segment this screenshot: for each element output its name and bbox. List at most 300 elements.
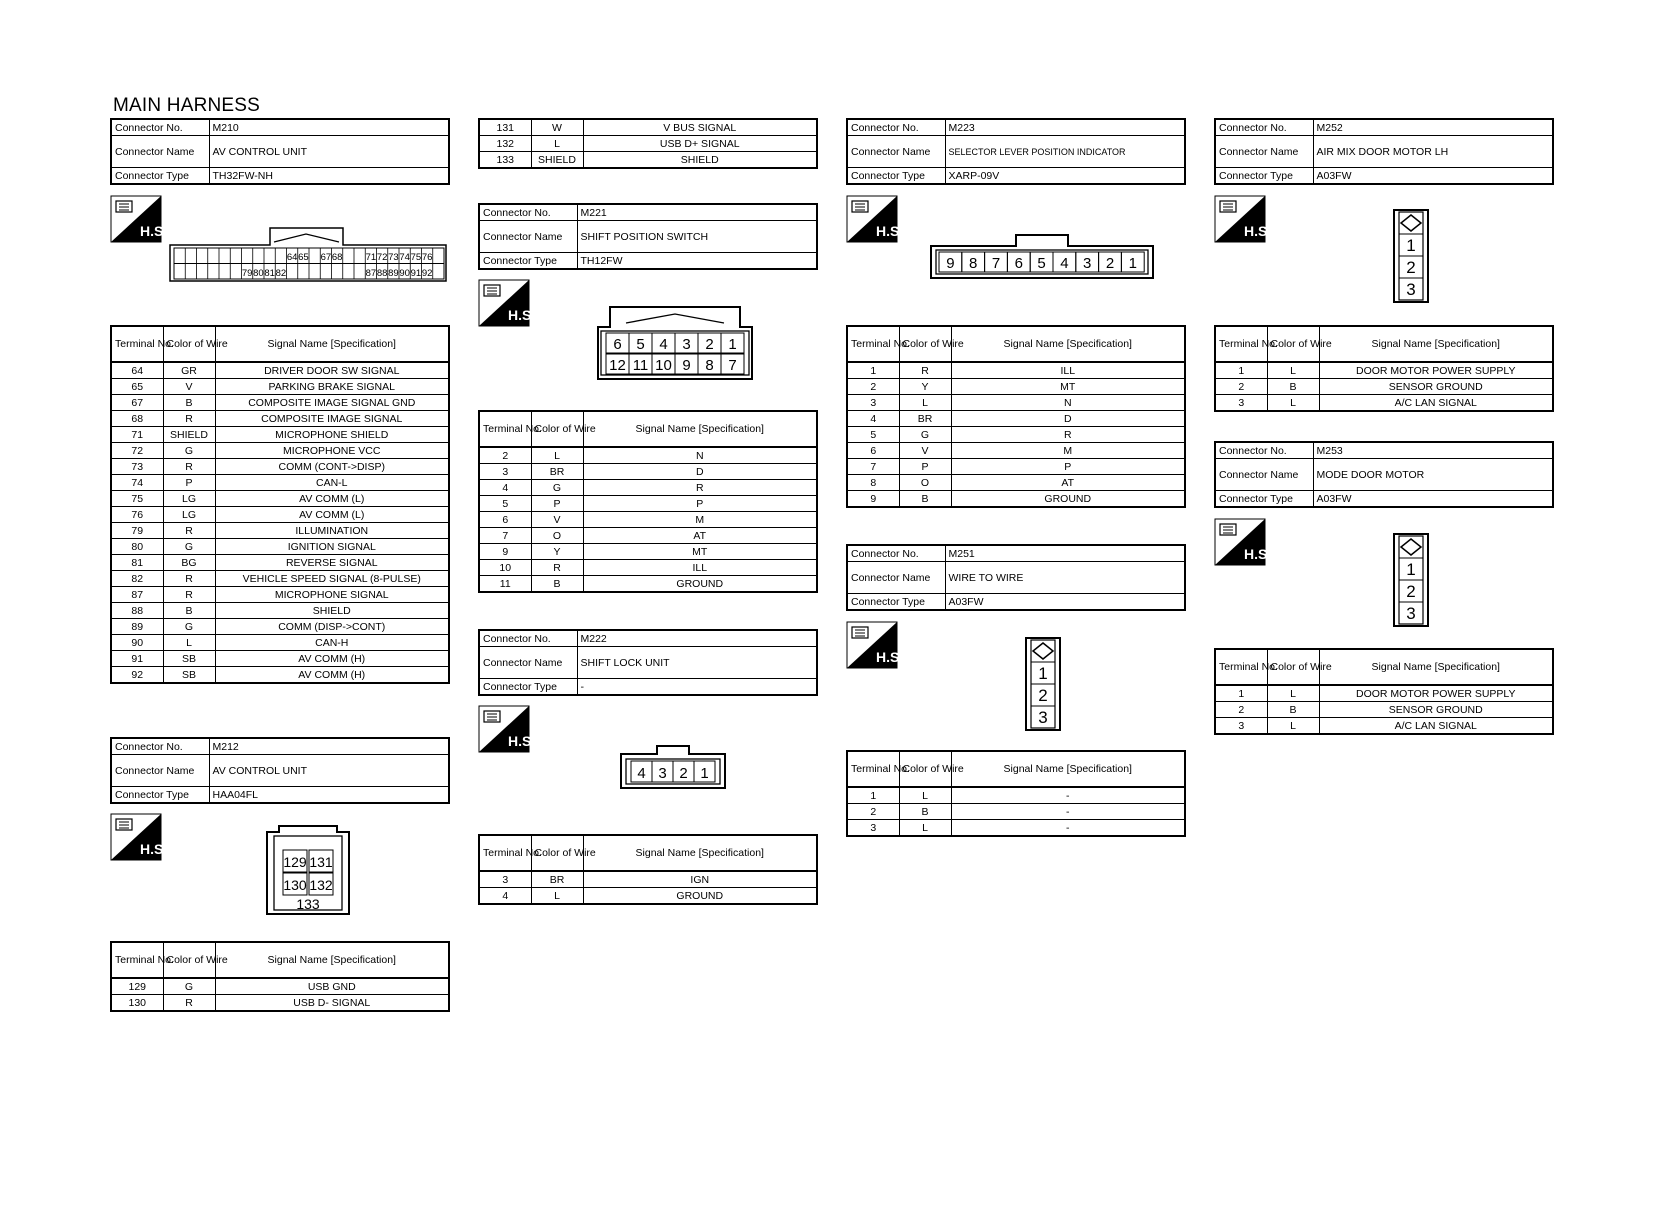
terminal-table-m252 xyxy=(1214,325,1554,412)
hs-icon xyxy=(110,813,168,861)
pin-129: 129 xyxy=(283,854,307,870)
table-row xyxy=(111,619,449,635)
table-row xyxy=(111,635,449,651)
color-cell: L xyxy=(1267,395,1319,412)
label-connector-name: Connector Name xyxy=(847,136,945,168)
terminal-cell: 3 xyxy=(479,871,531,888)
connector-face-m253 xyxy=(1392,532,1430,628)
label-connector-type: Connector Type xyxy=(479,679,577,696)
table-row xyxy=(479,119,817,136)
signal-cell: P xyxy=(951,459,1185,475)
table-row xyxy=(111,443,449,459)
pin-label: 8 xyxy=(705,357,714,374)
signal-cell: - xyxy=(951,804,1185,820)
table-row xyxy=(847,787,1185,804)
pin-label: 2 xyxy=(1105,255,1115,272)
color-cell: L xyxy=(531,136,583,152)
color-cell: V xyxy=(163,379,215,395)
header-color: Color of Wire xyxy=(899,326,951,362)
connector-name: AIR MIX DOOR MOTOR LH xyxy=(1313,136,1553,168)
connector-no: M222 xyxy=(577,630,817,647)
header-signal: Signal Name [Specification] xyxy=(951,751,1185,787)
color-cell: R xyxy=(531,560,583,576)
color-cell: L xyxy=(899,395,951,411)
terminal-cell: 8 xyxy=(847,475,899,491)
color-cell: Y xyxy=(531,544,583,560)
table-row xyxy=(111,523,449,539)
label-connector-name: Connector Name xyxy=(1215,459,1313,491)
header-terminal: Terminal No. xyxy=(1215,326,1267,362)
table-row xyxy=(847,411,1185,427)
color-cell: B xyxy=(899,491,951,508)
color-cell: SB xyxy=(163,651,215,667)
signal-cell: IGN xyxy=(583,871,817,888)
signal-cell: A/C LAN SIGNAL xyxy=(1319,395,1553,412)
table-row xyxy=(111,667,449,684)
table-row xyxy=(479,512,817,528)
table-row xyxy=(111,603,449,619)
terminal-cell: 72 xyxy=(111,443,163,459)
terminal-cell: 88 xyxy=(111,603,163,619)
signal-cell: COMPOSITE IMAGE SIGNAL xyxy=(215,411,449,427)
connector-name: SHIFT LOCK UNIT xyxy=(577,647,817,679)
pin-label: 1 xyxy=(728,336,737,353)
color-cell: B xyxy=(163,603,215,619)
hs-label: H.S. xyxy=(508,733,536,749)
signal-cell: AV COMM (H) xyxy=(215,667,449,684)
connector-name: MODE DOOR MOTOR xyxy=(1313,459,1553,491)
label-connector-type: Connector Type xyxy=(1215,491,1313,508)
signal-cell: DOOR MOTOR POWER SUPPLY xyxy=(1319,362,1553,379)
pin-label: 68 xyxy=(331,252,343,263)
pin-label: 2 xyxy=(1038,686,1048,705)
hs-label: H.S. xyxy=(1244,223,1272,239)
connector-name: SHIFT POSITION SWITCH xyxy=(577,221,817,253)
color-cell: L xyxy=(899,787,951,804)
terminal-cell: 87 xyxy=(111,587,163,603)
signal-cell: USB GND xyxy=(215,978,449,995)
color-cell: G xyxy=(899,427,951,443)
connector-face-m221 xyxy=(596,305,754,381)
pin-label: 3 xyxy=(1406,280,1416,299)
hs-label: H.S. xyxy=(876,223,904,239)
pin-label: 12 xyxy=(609,357,626,374)
color-cell: L xyxy=(1267,718,1319,735)
table-row xyxy=(111,587,449,603)
terminal-cell: 2 xyxy=(479,447,531,464)
pin-label: 3 xyxy=(1038,708,1048,727)
label-connector-type: Connector Type xyxy=(111,787,209,804)
header-signal: Signal Name [Specification] xyxy=(215,326,449,362)
signal-cell: COMM (CONT->DISP) xyxy=(215,459,449,475)
terminal-cell: 91 xyxy=(111,651,163,667)
color-cell: BR xyxy=(531,464,583,480)
signal-cell: P xyxy=(583,496,817,512)
header-terminal: Terminal No. xyxy=(847,751,899,787)
pin-label: 73 xyxy=(388,252,399,263)
signal-cell: SENSOR GROUND xyxy=(1319,379,1553,395)
label-connector-no: Connector No. xyxy=(111,738,209,755)
table-row xyxy=(847,427,1185,443)
terminal-cell: 73 xyxy=(111,459,163,475)
terminal-table-m223 xyxy=(846,325,1186,508)
connector-type: A03FW xyxy=(945,594,1185,611)
header-terminal: Terminal No. xyxy=(479,411,531,447)
color-cell: L xyxy=(531,447,583,464)
color-cell: R xyxy=(163,411,215,427)
signal-cell: GROUND xyxy=(951,491,1185,508)
color-cell: B xyxy=(899,804,951,820)
label-connector-type: Connector Type xyxy=(479,253,577,270)
connector-no: M221 xyxy=(577,204,817,221)
connector-face-m223 xyxy=(929,232,1155,280)
color-cell: G xyxy=(163,978,215,995)
table-row xyxy=(847,362,1185,379)
pin-label: 87 xyxy=(365,268,377,279)
signal-cell: GROUND xyxy=(583,576,817,593)
signal-cell: USB D- SIGNAL xyxy=(215,995,449,1012)
signal-cell: USB D+ SIGNAL xyxy=(583,136,817,152)
color-cell: BR xyxy=(899,411,951,427)
terminal-cell: 5 xyxy=(847,427,899,443)
connector-info-m223 xyxy=(846,118,1186,185)
terminal-cell: 133 xyxy=(479,152,531,169)
table-row xyxy=(479,871,817,888)
table-row xyxy=(479,480,817,496)
connector-type: HAA04FL xyxy=(209,787,449,804)
terminal-table-m253 xyxy=(1214,648,1554,735)
table-row xyxy=(1215,379,1553,395)
table-row xyxy=(847,804,1185,820)
terminal-cell: 7 xyxy=(847,459,899,475)
connector-no: M223 xyxy=(945,119,1185,136)
color-cell: R xyxy=(163,995,215,1012)
signal-cell: D xyxy=(583,464,817,480)
hs-icon xyxy=(846,195,904,243)
signal-cell: N xyxy=(951,395,1185,411)
connector-name: AV CONTROL UNIT xyxy=(209,136,449,168)
label-connector-no: Connector No. xyxy=(1215,119,1313,136)
color-cell: L xyxy=(899,820,951,837)
signal-cell: COMPOSITE IMAGE SIGNAL GND xyxy=(215,395,449,411)
header-terminal: Terminal No. xyxy=(111,326,163,362)
pin-label: 9 xyxy=(946,255,955,272)
header-color: Color of Wire xyxy=(531,411,583,447)
table-row xyxy=(1215,362,1553,379)
connector-type: - xyxy=(577,679,817,696)
terminal-cell: 76 xyxy=(111,507,163,523)
label-connector-no: Connector No. xyxy=(479,204,577,221)
connector-name: AV CONTROL UNIT xyxy=(209,755,449,787)
connector-info-m253 xyxy=(1214,441,1554,508)
header-terminal: Terminal No. xyxy=(479,835,531,871)
table-row xyxy=(479,464,817,480)
color-cell: GR xyxy=(163,362,215,379)
terminal-cell: 75 xyxy=(111,491,163,507)
color-cell: G xyxy=(531,480,583,496)
table-row xyxy=(847,395,1185,411)
header-signal: Signal Name [Specification] xyxy=(583,411,817,447)
label-connector-name: Connector Name xyxy=(479,647,577,679)
color-cell: R xyxy=(163,571,215,587)
pin-label: 1 xyxy=(1038,664,1048,683)
terminal-cell: 71 xyxy=(111,427,163,443)
pin-label: 76 xyxy=(421,252,433,263)
hs-label: H.S. xyxy=(140,841,168,857)
terminal-cell: 67 xyxy=(111,395,163,411)
pin-label: 1 xyxy=(1128,255,1137,272)
signal-cell: M xyxy=(583,512,817,528)
signal-cell: PARKING BRAKE SIGNAL xyxy=(215,379,449,395)
table-row xyxy=(847,459,1185,475)
connector-type: A03FW xyxy=(1313,491,1553,508)
pin-label: 80 xyxy=(253,268,264,279)
table-row xyxy=(111,427,449,443)
pin-label: 11 xyxy=(632,357,649,374)
signal-cell: AT xyxy=(951,475,1185,491)
terminal-cell: 129 xyxy=(111,978,163,995)
pin-label: 5 xyxy=(1037,255,1046,272)
table-row xyxy=(847,443,1185,459)
connector-face-m222 xyxy=(619,744,727,790)
terminal-cell: 9 xyxy=(479,544,531,560)
signal-cell: ILL xyxy=(951,362,1185,379)
pin-label: 79 xyxy=(241,268,253,279)
pin-label: 1 xyxy=(1406,236,1416,255)
terminal-cell: 79 xyxy=(111,523,163,539)
header-terminal: Terminal No. xyxy=(111,942,163,978)
pin-label: 74 xyxy=(399,252,410,263)
color-cell: Y xyxy=(899,379,951,395)
color-cell: V xyxy=(531,512,583,528)
terminal-cell: 9 xyxy=(847,491,899,508)
connector-name: SELECTOR LEVER POSITION INDICATOR xyxy=(945,136,1185,168)
signal-cell: R xyxy=(583,480,817,496)
terminal-cell: 68 xyxy=(111,411,163,427)
signal-cell: AV COMM (H) xyxy=(215,651,449,667)
terminal-cell: 2 xyxy=(1215,379,1267,395)
table-row xyxy=(479,560,817,576)
terminal-cell: 90 xyxy=(111,635,163,651)
color-cell: P xyxy=(899,459,951,475)
color-cell: BR xyxy=(531,871,583,888)
pin-label: 89 xyxy=(388,268,399,279)
terminal-cell: 74 xyxy=(111,475,163,491)
terminal-cell: 82 xyxy=(111,571,163,587)
terminal-table-m212 xyxy=(110,941,450,1012)
header-color: Color of Wire xyxy=(163,942,215,978)
color-cell: B xyxy=(531,576,583,593)
table-row xyxy=(111,571,449,587)
terminal-cell: 4 xyxy=(479,480,531,496)
connector-info-m251 xyxy=(846,544,1186,611)
color-cell: O xyxy=(899,475,951,491)
connector-face-m210 xyxy=(168,225,448,283)
terminal-table-m212-continued xyxy=(478,118,818,169)
color-cell: R xyxy=(163,587,215,603)
label-connector-no: Connector No. xyxy=(479,630,577,647)
label-connector-type: Connector Type xyxy=(111,168,209,185)
terminal-cell: 2 xyxy=(847,804,899,820)
table-row xyxy=(1215,702,1553,718)
connector-info-m212 xyxy=(110,737,450,804)
pin-131: 131 xyxy=(309,854,333,870)
connector-type: XARP-09V xyxy=(945,168,1185,185)
connector-face-m252 xyxy=(1392,208,1430,304)
table-row xyxy=(1215,718,1553,735)
pin-label: 9 xyxy=(682,357,691,374)
signal-cell: MT xyxy=(583,544,817,560)
terminal-cell: 6 xyxy=(479,512,531,528)
color-cell: SB xyxy=(163,667,215,684)
header-terminal: Terminal No. xyxy=(1215,649,1267,685)
hs-icon xyxy=(478,279,536,327)
color-cell: R xyxy=(163,459,215,475)
terminal-cell: 10 xyxy=(479,560,531,576)
table-row xyxy=(479,496,817,512)
label-connector-no: Connector No. xyxy=(1215,442,1313,459)
terminal-cell: 6 xyxy=(847,443,899,459)
label-connector-type: Connector Type xyxy=(1215,168,1313,185)
terminal-cell: 92 xyxy=(111,667,163,684)
connector-info-m210 xyxy=(110,118,450,185)
pin-label: 3 xyxy=(1406,604,1416,623)
header-color: Color of Wire xyxy=(1267,649,1319,685)
label-connector-type: Connector Type xyxy=(847,594,945,611)
terminal-cell: 65 xyxy=(111,379,163,395)
table-row xyxy=(1215,395,1553,412)
terminal-cell: 64 xyxy=(111,362,163,379)
connector-type: TH12FW xyxy=(577,253,817,270)
table-row xyxy=(111,555,449,571)
color-cell: R xyxy=(163,523,215,539)
pin-label: 1 xyxy=(700,765,709,782)
pin-label: 65 xyxy=(298,252,309,263)
terminal-cell: 5 xyxy=(479,496,531,512)
connector-no: M252 xyxy=(1313,119,1553,136)
table-row xyxy=(111,475,449,491)
signal-cell: SENSOR GROUND xyxy=(1319,702,1553,718)
table-row xyxy=(847,475,1185,491)
label-connector-no: Connector No. xyxy=(111,119,209,136)
label-connector-type: Connector Type xyxy=(847,168,945,185)
terminal-cell: 7 xyxy=(479,528,531,544)
color-cell: L xyxy=(163,635,215,651)
pin-label: 75 xyxy=(410,252,422,263)
table-row xyxy=(111,395,449,411)
terminal-cell: 3 xyxy=(1215,395,1267,412)
pin-label: 5 xyxy=(636,336,645,353)
terminal-cell: 1 xyxy=(847,362,899,379)
signal-cell: IGNITION SIGNAL xyxy=(215,539,449,555)
hs-label: H.S. xyxy=(876,649,904,665)
pin-label: 90 xyxy=(399,268,410,279)
table-row xyxy=(111,491,449,507)
connector-face-m212 xyxy=(265,824,351,916)
hs-label: H.S. xyxy=(508,307,536,323)
signal-cell: V BUS SIGNAL xyxy=(583,119,817,136)
header-signal: Signal Name [Specification] xyxy=(583,835,817,871)
signal-cell: SHIELD xyxy=(583,152,817,169)
pin-label: 2 xyxy=(1406,258,1416,277)
signal-cell: - xyxy=(951,787,1185,804)
header-signal: Signal Name [Specification] xyxy=(951,326,1185,362)
terminal-cell: 4 xyxy=(479,888,531,905)
terminal-cell: 1 xyxy=(1215,362,1267,379)
connector-type: A03FW xyxy=(1313,168,1553,185)
pin-label: 82 xyxy=(275,268,287,279)
label-connector-no: Connector No. xyxy=(847,119,945,136)
pin-label: 71 xyxy=(365,252,377,263)
table-row xyxy=(479,152,817,169)
color-cell: L xyxy=(1267,362,1319,379)
header-signal: Signal Name [Specification] xyxy=(1319,649,1553,685)
pin-132: 132 xyxy=(309,877,333,893)
connector-no: M210 xyxy=(209,119,449,136)
terminal-cell: 130 xyxy=(111,995,163,1012)
signal-cell: DRIVER DOOR SW SIGNAL xyxy=(215,362,449,379)
terminal-table-m222 xyxy=(478,834,818,905)
pin-label: 10 xyxy=(655,357,672,374)
table-row xyxy=(111,362,449,379)
terminal-cell: 11 xyxy=(479,576,531,593)
terminal-cell: 3 xyxy=(1215,718,1267,735)
connector-face-m251 xyxy=(1024,636,1062,732)
table-row xyxy=(847,491,1185,508)
label-connector-name: Connector Name xyxy=(111,136,209,168)
table-row xyxy=(479,576,817,593)
table-row xyxy=(111,507,449,523)
connector-info-m221 xyxy=(478,203,818,270)
table-row xyxy=(111,539,449,555)
connector-name: WIRE TO WIRE xyxy=(945,562,1185,594)
color-cell: L xyxy=(1267,685,1319,702)
color-cell: B xyxy=(1267,702,1319,718)
signal-cell: MICROPHONE SHIELD xyxy=(215,427,449,443)
connector-info-m222 xyxy=(478,629,818,696)
pin-label: 2 xyxy=(1406,582,1416,601)
pin-label: 88 xyxy=(376,268,388,279)
terminal-cell: 132 xyxy=(479,136,531,152)
pin-130: 130 xyxy=(283,877,307,893)
label-connector-name: Connector Name xyxy=(111,755,209,787)
table-row xyxy=(479,447,817,464)
pin-label: 3 xyxy=(1083,255,1092,272)
connector-info-m252 xyxy=(1214,118,1554,185)
color-cell: LG xyxy=(163,507,215,523)
color-cell: P xyxy=(163,475,215,491)
terminal-cell: 2 xyxy=(1215,702,1267,718)
header-color: Color of Wire xyxy=(163,326,215,362)
terminal-cell: 3 xyxy=(847,820,899,837)
hs-icon xyxy=(478,705,536,753)
color-cell: SHIELD xyxy=(163,427,215,443)
pin-label: 4 xyxy=(659,336,668,353)
terminal-table-m210 xyxy=(110,325,450,684)
hs-icon xyxy=(1214,195,1272,243)
pin-label: 3 xyxy=(682,336,691,353)
hs-label: H.S. xyxy=(1244,546,1272,562)
pin-label: 81 xyxy=(264,268,275,279)
terminal-cell: 131 xyxy=(479,119,531,136)
color-cell: G xyxy=(163,619,215,635)
pin-label: 4 xyxy=(1060,255,1069,272)
terminal-cell: 1 xyxy=(1215,685,1267,702)
signal-cell: R xyxy=(951,427,1185,443)
table-row xyxy=(111,995,449,1012)
label-connector-name: Connector Name xyxy=(479,221,577,253)
color-cell: B xyxy=(163,395,215,411)
